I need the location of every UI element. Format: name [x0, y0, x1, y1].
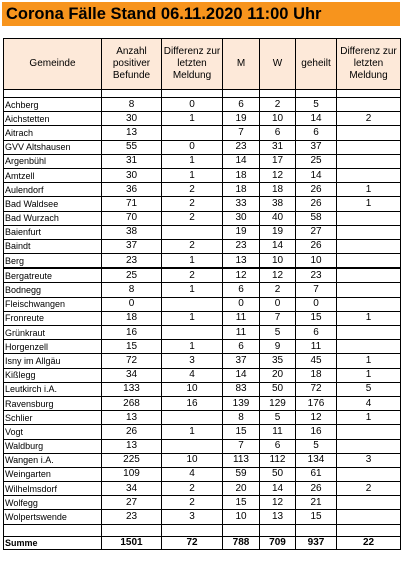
sum-diff: 72: [162, 536, 223, 549]
table-body: [4, 90, 401, 525]
table-row: [4, 396, 401, 410]
cell-differenz-geheilt: [337, 326, 401, 340]
cell-anzahl: 13: [102, 439, 162, 453]
table-row: [4, 482, 401, 496]
table-row: [4, 453, 401, 467]
cell-w: 38: [260, 197, 296, 211]
cell-gemeinde: Grünkraut: [4, 326, 102, 340]
cell-m: 6: [223, 98, 260, 112]
cell-anzahl: 31: [102, 154, 162, 168]
cell-differenz-geheilt: 1: [337, 411, 401, 425]
cell-differenz: 1: [162, 254, 223, 269]
table-row: [4, 183, 401, 197]
table-row: [4, 126, 401, 140]
table-row: [4, 154, 401, 168]
cell-gemeinde: Achberg: [4, 98, 102, 112]
cell-gemeinde: Vogt: [4, 425, 102, 439]
cell-geheilt: 27: [296, 225, 337, 239]
cell-differenz-geheilt: 1: [337, 197, 401, 211]
cell-gemeinde: Bergatreute: [4, 268, 102, 283]
cell-gemeinde: Aitrach: [4, 126, 102, 140]
cell-differenz-geheilt: 4: [337, 396, 401, 410]
cell-anzahl: 16: [102, 326, 162, 340]
table-row: [4, 254, 401, 269]
cell-geheilt: 61: [296, 467, 337, 481]
cell-m: 18: [223, 168, 260, 182]
cell-differenz: 2: [162, 496, 223, 510]
sum-anzahl: 1501: [102, 536, 162, 549]
table-row: [4, 425, 401, 439]
cell-gemeinde: Fleischwangen: [4, 297, 102, 311]
cell-differenz: [162, 126, 223, 140]
cell-differenz: [162, 297, 223, 311]
cell-m: 37: [223, 354, 260, 368]
cell-differenz-geheilt: [337, 297, 401, 311]
cell-m: 8: [223, 411, 260, 425]
cell-w: 13: [260, 510, 296, 524]
cell-m: 59: [223, 467, 260, 481]
cell-m: 14: [223, 154, 260, 168]
cell-differenz: 1: [162, 154, 223, 168]
cell-gemeinde: Wangen i.A.: [4, 453, 102, 467]
cell-differenz: 10: [162, 453, 223, 467]
header-m: M: [223, 39, 260, 90]
cell-anzahl: 13: [102, 411, 162, 425]
cell-gemeinde: Bad Wurzach: [4, 211, 102, 225]
cell-w: 19: [260, 225, 296, 239]
cell-w: 40: [260, 211, 296, 225]
cell-gemeinde: Isny im Allgäu: [4, 354, 102, 368]
cell-anzahl: 30: [102, 168, 162, 182]
cell-differenz: 2: [162, 183, 223, 197]
table-row: [4, 211, 401, 225]
cell-gemeinde: Weingarten: [4, 467, 102, 481]
cell-m: 12: [223, 268, 260, 283]
cell-w: 11: [260, 425, 296, 439]
cell-w: 14: [260, 482, 296, 496]
cell-differenz-geheilt: 5: [337, 382, 401, 396]
cell-differenz: 1: [162, 168, 223, 182]
cell-anzahl: 8: [102, 283, 162, 297]
cell-differenz: 4: [162, 467, 223, 481]
cell-geheilt: 26: [296, 482, 337, 496]
cell-anzahl: 8: [102, 98, 162, 112]
cell-differenz: 2: [162, 268, 223, 283]
spacer-row: [4, 90, 401, 98]
cell-differenz-geheilt: [337, 283, 401, 297]
cell-geheilt: 26: [296, 197, 337, 211]
table-header: [4, 39, 401, 90]
cell-w: 17: [260, 154, 296, 168]
cell-differenz-geheilt: 3: [337, 453, 401, 467]
cell-anzahl: 37: [102, 239, 162, 253]
table-row: [4, 411, 401, 425]
cell-geheilt: 5: [296, 98, 337, 112]
page-title: Corona Fälle Stand 06.11.2020 11:00 Uhr: [2, 2, 400, 26]
cell-differenz-geheilt: [337, 225, 401, 239]
cell-geheilt: 5: [296, 439, 337, 453]
cell-anzahl: 38: [102, 225, 162, 239]
cell-gemeinde: Wolfegg: [4, 496, 102, 510]
cell-anzahl: 25: [102, 268, 162, 283]
cell-differenz: 1: [162, 425, 223, 439]
sum-label: Summe: [4, 536, 102, 549]
cell-m: 11: [223, 311, 260, 325]
cell-w: 35: [260, 354, 296, 368]
cell-m: 19: [223, 225, 260, 239]
cell-geheilt: 25: [296, 154, 337, 168]
table-row: [4, 510, 401, 524]
cell-differenz-geheilt: 2: [337, 482, 401, 496]
cell-anzahl: 71: [102, 197, 162, 211]
cell-differenz-geheilt: 1: [337, 354, 401, 368]
cell-differenz-geheilt: [337, 211, 401, 225]
cell-gemeinde: Baienfurt: [4, 225, 102, 239]
cell-anzahl: 18: [102, 311, 162, 325]
cell-anzahl: 133: [102, 382, 162, 396]
cell-w: 10: [260, 254, 296, 269]
cell-differenz-geheilt: [337, 496, 401, 510]
cell-differenz: 2: [162, 239, 223, 253]
cell-geheilt: 11: [296, 340, 337, 354]
cell-anzahl: 23: [102, 510, 162, 524]
cell-differenz-geheilt: [337, 126, 401, 140]
table-row: [4, 311, 401, 325]
cell-differenz-geheilt: [337, 254, 401, 269]
cell-anzahl: 268: [102, 396, 162, 410]
cell-m: 20: [223, 482, 260, 496]
cell-differenz-geheilt: 1: [337, 311, 401, 325]
cell-m: 23: [223, 140, 260, 154]
cell-gemeinde: Fronreute: [4, 311, 102, 325]
cell-anzahl: 55: [102, 140, 162, 154]
cell-differenz: 16: [162, 396, 223, 410]
cell-differenz: 1: [162, 112, 223, 126]
cell-anzahl: 13: [102, 126, 162, 140]
cell-anzahl: 34: [102, 482, 162, 496]
header-differenz-geheilt: Differenz zur letzten Meldung: [337, 39, 401, 90]
cell-w: 18: [260, 183, 296, 197]
cell-gemeinde: GVV Altshausen: [4, 140, 102, 154]
cell-differenz-geheilt: [337, 140, 401, 154]
cell-geheilt: 10: [296, 254, 337, 269]
table-row: [4, 112, 401, 126]
cell-geheilt: 72: [296, 382, 337, 396]
cell-geheilt: 6: [296, 326, 337, 340]
cell-gemeinde: Leutkirch i.A.: [4, 382, 102, 396]
cell-geheilt: 14: [296, 112, 337, 126]
cell-differenz: 2: [162, 211, 223, 225]
cell-geheilt: 176: [296, 396, 337, 410]
cell-gemeinde: Argenbühl: [4, 154, 102, 168]
cell-m: 6: [223, 283, 260, 297]
cell-differenz: 0: [162, 140, 223, 154]
sum-diff2: 22: [337, 536, 401, 549]
cell-w: 12: [260, 168, 296, 182]
header-w: W: [260, 39, 296, 90]
cell-geheilt: 37: [296, 140, 337, 154]
cell-geheilt: 0: [296, 297, 337, 311]
cell-w: 6: [260, 439, 296, 453]
cell-gemeinde: Bad Waldsee: [4, 197, 102, 211]
cell-anzahl: 70: [102, 211, 162, 225]
table-row: [4, 439, 401, 453]
table-row: [4, 467, 401, 481]
cell-gemeinde: Bodnegg: [4, 283, 102, 297]
cell-m: 14: [223, 368, 260, 382]
cell-differenz: 2: [162, 197, 223, 211]
cell-geheilt: 26: [296, 239, 337, 253]
cell-m: 19: [223, 112, 260, 126]
cases-table: [3, 38, 401, 550]
cell-differenz-geheilt: [337, 154, 401, 168]
cell-gemeinde: Baindt: [4, 239, 102, 253]
cell-w: 5: [260, 411, 296, 425]
table-row: [4, 98, 401, 112]
cell-anzahl: 30: [102, 112, 162, 126]
cell-w: 0: [260, 297, 296, 311]
cell-m: 139: [223, 396, 260, 410]
cell-gemeinde: Berg: [4, 254, 102, 269]
cell-m: 33: [223, 197, 260, 211]
cell-m: 10: [223, 510, 260, 524]
cell-differenz-geheilt: 1: [337, 183, 401, 197]
sum-w: 709: [260, 536, 296, 549]
cell-m: 0: [223, 297, 260, 311]
cell-w: 31: [260, 140, 296, 154]
cell-m: 15: [223, 496, 260, 510]
cell-w: 7: [260, 311, 296, 325]
cell-differenz: 3: [162, 510, 223, 524]
cell-w: 10: [260, 112, 296, 126]
table-row: [4, 368, 401, 382]
cell-geheilt: 23: [296, 268, 337, 283]
cell-geheilt: 15: [296, 311, 337, 325]
cell-geheilt: 14: [296, 168, 337, 182]
cell-anzahl: 15: [102, 340, 162, 354]
table-row: [4, 340, 401, 354]
header-gemeinde: Gemeinde: [4, 39, 102, 90]
cell-w: 5: [260, 326, 296, 340]
table-row: [4, 297, 401, 311]
cell-differenz: [162, 439, 223, 453]
cell-anzahl: 72: [102, 354, 162, 368]
cell-differenz-geheilt: [337, 340, 401, 354]
table-row: [4, 382, 401, 396]
cell-differenz: 1: [162, 340, 223, 354]
cell-geheilt: 134: [296, 453, 337, 467]
gap-row: [4, 524, 401, 536]
table-row: [4, 283, 401, 297]
cell-w: 20: [260, 368, 296, 382]
cell-differenz: 3: [162, 354, 223, 368]
cell-gemeinde: Aichstetten: [4, 112, 102, 126]
cell-differenz-geheilt: [337, 268, 401, 283]
cell-w: 12: [260, 268, 296, 283]
cell-anzahl: 0: [102, 297, 162, 311]
cell-m: 7: [223, 439, 260, 453]
cell-w: 50: [260, 382, 296, 396]
cell-geheilt: 16: [296, 425, 337, 439]
cell-anzahl: 23: [102, 254, 162, 269]
cell-differenz-geheilt: [337, 239, 401, 253]
cell-gemeinde: Horgenzell: [4, 340, 102, 354]
cell-m: 23: [223, 239, 260, 253]
cell-m: 15: [223, 425, 260, 439]
header-differenz: Differenz zur letzten Meldung: [162, 39, 223, 90]
sum-m: 788: [223, 536, 260, 549]
cell-w: 6: [260, 126, 296, 140]
table-row: [4, 326, 401, 340]
table-row: [4, 168, 401, 182]
cell-differenz-geheilt: [337, 168, 401, 182]
table-row: [4, 496, 401, 510]
cell-gemeinde: Wolpertswende: [4, 510, 102, 524]
cell-gemeinde: Waldburg: [4, 439, 102, 453]
cell-geheilt: 21: [296, 496, 337, 510]
cell-m: 18: [223, 183, 260, 197]
cell-differenz-geheilt: [337, 425, 401, 439]
cell-differenz: 1: [162, 311, 223, 325]
cell-m: 30: [223, 211, 260, 225]
table-footer: [4, 524, 401, 549]
cell-geheilt: 18: [296, 368, 337, 382]
cell-differenz: 0: [162, 98, 223, 112]
cell-differenz-geheilt: [337, 510, 401, 524]
table-row: [4, 354, 401, 368]
cell-w: 14: [260, 239, 296, 253]
cell-gemeinde: Ravensburg: [4, 396, 102, 410]
cell-differenz: 1: [162, 283, 223, 297]
cell-geheilt: 6: [296, 126, 337, 140]
cell-geheilt: 45: [296, 354, 337, 368]
cell-w: 112: [260, 453, 296, 467]
cell-anzahl: 225: [102, 453, 162, 467]
cell-m: 11: [223, 326, 260, 340]
cell-geheilt: 26: [296, 183, 337, 197]
header-anzahl: Anzahl positiver Befunde: [102, 39, 162, 90]
table-row: [4, 197, 401, 211]
cell-differenz-geheilt: [337, 439, 401, 453]
cell-differenz: 4: [162, 368, 223, 382]
cell-geheilt: 7: [296, 283, 337, 297]
cell-m: 6: [223, 340, 260, 354]
table-row: [4, 140, 401, 154]
cell-w: 50: [260, 467, 296, 481]
cell-differenz: [162, 225, 223, 239]
cell-m: 113: [223, 453, 260, 467]
cell-m: 13: [223, 254, 260, 269]
cell-gemeinde: Kißlegg: [4, 368, 102, 382]
cell-w: 9: [260, 340, 296, 354]
cell-differenz-geheilt: 1: [337, 368, 401, 382]
cell-gemeinde: Wilhelmsdorf: [4, 482, 102, 496]
cell-gemeinde: Amtzell: [4, 168, 102, 182]
table-row: [4, 225, 401, 239]
cell-m: 83: [223, 382, 260, 396]
header-geheilt: geheilt: [296, 39, 337, 90]
cell-differenz-geheilt: [337, 467, 401, 481]
cell-geheilt: 15: [296, 510, 337, 524]
cell-w: 2: [260, 98, 296, 112]
sum-row: [4, 536, 401, 549]
cell-anzahl: 109: [102, 467, 162, 481]
cell-w: 129: [260, 396, 296, 410]
cell-differenz: [162, 326, 223, 340]
cell-anzahl: 34: [102, 368, 162, 382]
sum-geheilt: 937: [296, 536, 337, 549]
cell-geheilt: 58: [296, 211, 337, 225]
cell-m: 7: [223, 126, 260, 140]
cell-differenz-geheilt: [337, 98, 401, 112]
table-row: [4, 268, 401, 283]
cell-differenz: [162, 411, 223, 425]
cell-differenz-geheilt: 2: [337, 112, 401, 126]
cell-gemeinde: Aulendorf: [4, 183, 102, 197]
cell-w: 12: [260, 496, 296, 510]
cell-anzahl: 36: [102, 183, 162, 197]
cell-anzahl: 27: [102, 496, 162, 510]
table-row: [4, 239, 401, 253]
cell-differenz: 2: [162, 482, 223, 496]
cell-gemeinde: Schlier: [4, 411, 102, 425]
cell-differenz: 10: [162, 382, 223, 396]
cell-geheilt: 12: [296, 411, 337, 425]
cell-w: 2: [260, 283, 296, 297]
cell-anzahl: 26: [102, 425, 162, 439]
